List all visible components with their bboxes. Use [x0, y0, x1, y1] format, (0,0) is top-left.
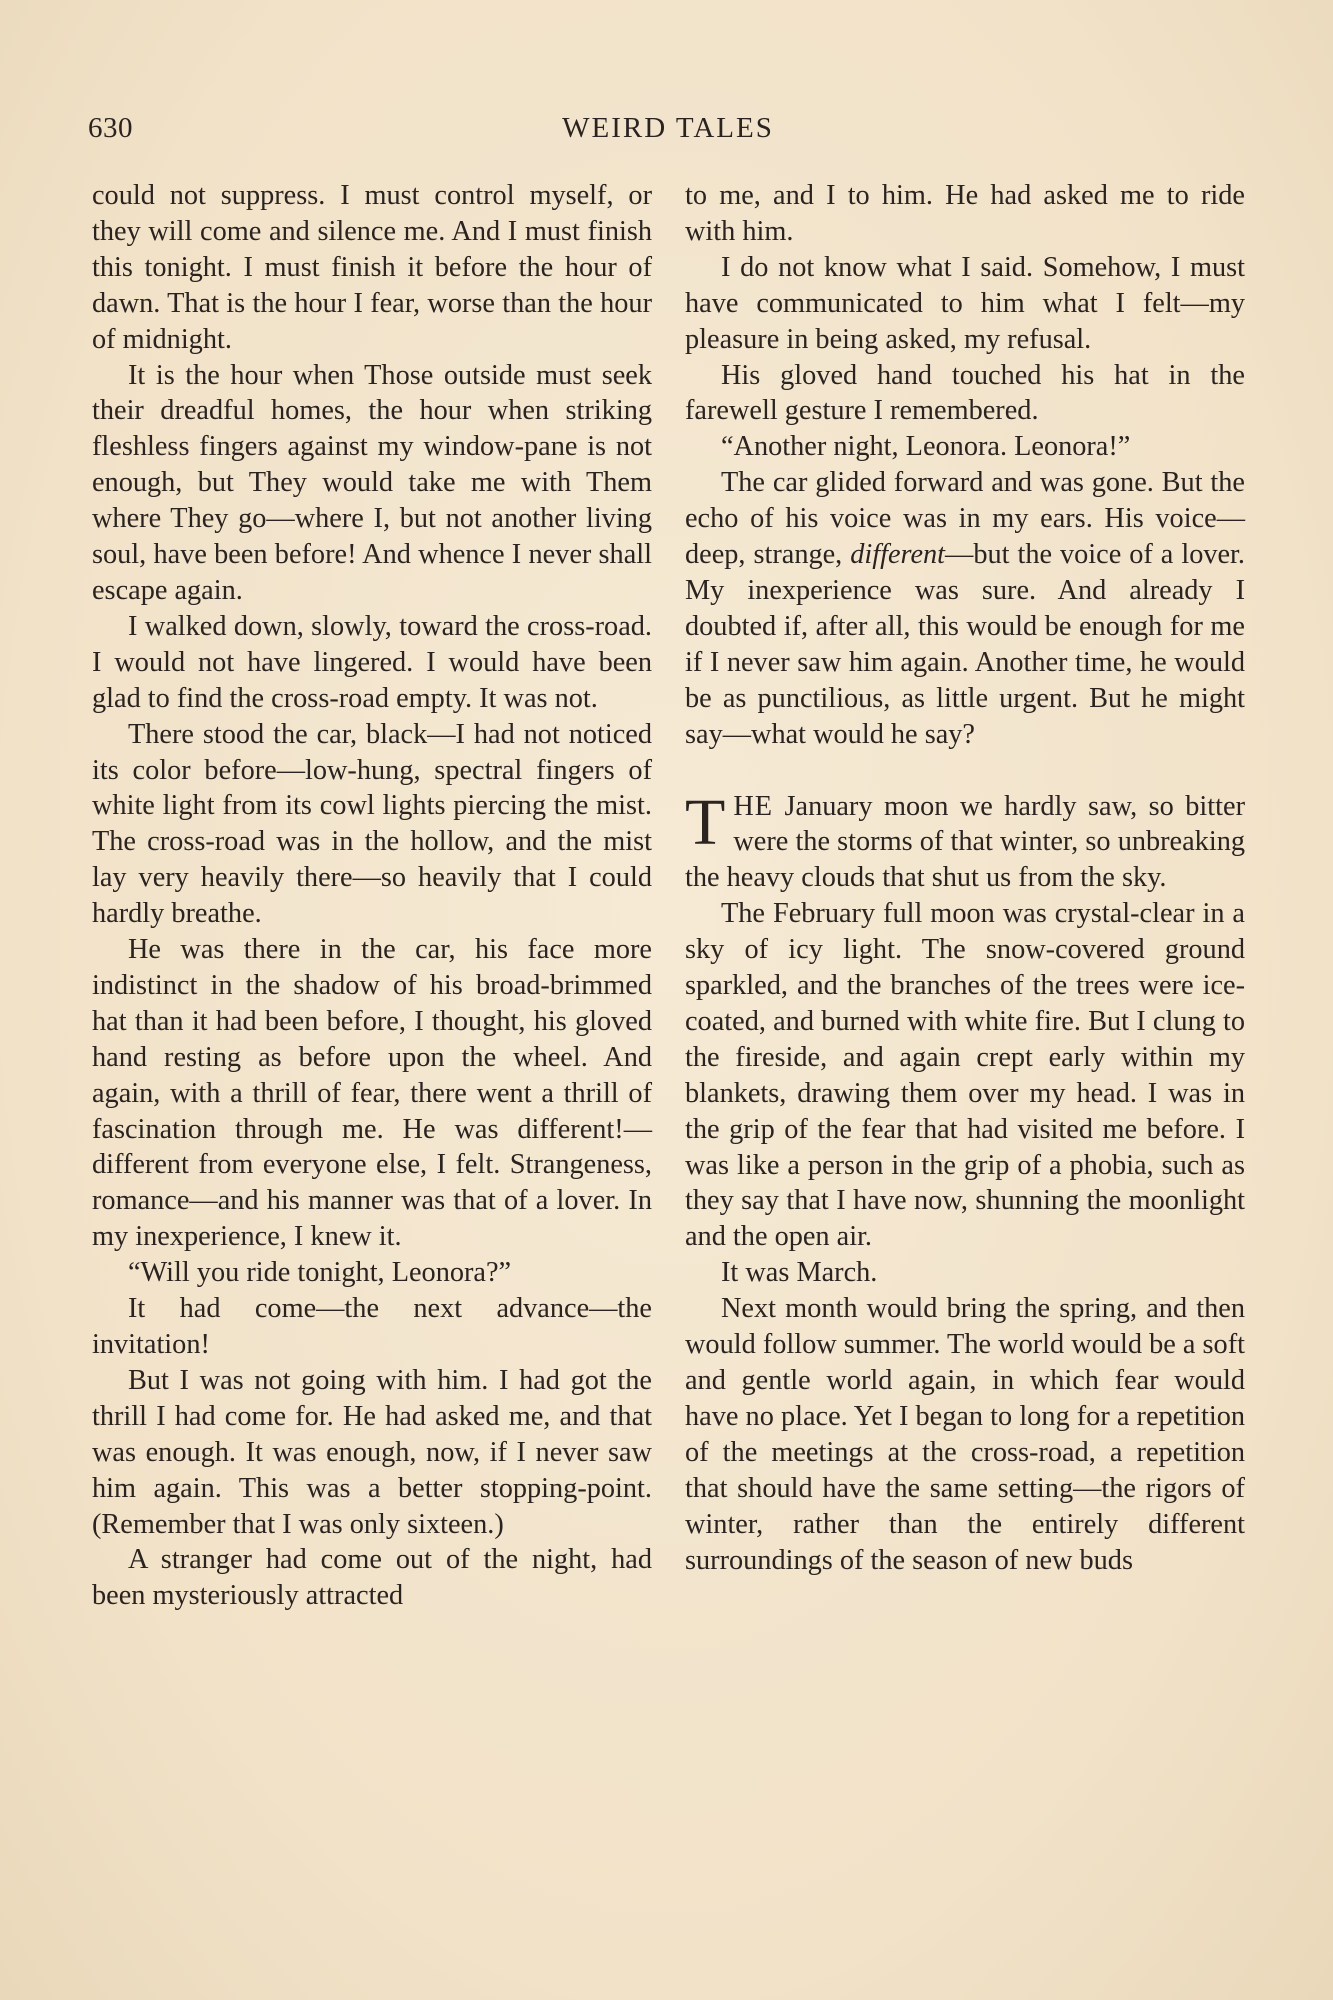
paragraph-car-glided — [685, 465, 1245, 752]
page-header — [88, 112, 1248, 152]
page-number: 630 — [88, 112, 133, 144]
section-break — [685, 753, 1245, 789]
paragraph: I walked down, slowly, toward the cross-road. I would not have lingered. I would have been glad to find the cross-road empty. It was not. — [92, 610, 652, 714]
paragraph: A stranger had come out of the night, had been mysteriously attracted — [92, 1544, 652, 1612]
paragraph: It had come—the next advance—the invitation! — [92, 1293, 652, 1360]
paragraph: It was March. — [721, 1257, 878, 1289]
paragraph: He was there in the car, his face more indistinct in the shadow of his broad-brimmed hat than it had been before, I thought, his gloved hand resting as before upon the wheel. And again, with a thrill of fear, there went a thrill of fascination through me. He was different!—different from everyone else, I felt. Strangeness, romance—and his manner was that of a lover. In my inexperience, I knew it. — [92, 934, 652, 1253]
running-head: WEIRD TALES — [562, 112, 774, 144]
paragraph: His gloved hand touched his hat in the farewell gesture I remembered. — [685, 359, 1245, 427]
paragraph: could not suppress. I must control myself, or they will come and silence me. And I must finish this tonight. I must finish it before the hour of dawn. That is the hour I fear, worse than the hour of midnight. — [92, 180, 652, 355]
right-column — [685, 178, 1245, 1578]
paragraph: Next month would bring the spring, and then would follow summer. The world would be a soft and gentle world again, in which fear would have no place. Yet I began to long for a repetition of the meetings at the cross-road, a repetition that should have the same setting—the rigors of winter, rather than the entirely different surroundings of the season of new buds — [685, 1293, 1245, 1576]
text-run: —but the voice of a lover. My inexperience was sure. And already I doubted if, after all, this would be enough for me if I never saw him again. Another time, he would be as punctilious, as little urgent. But he might say—what would he say? — [685, 539, 1245, 750]
left-column — [92, 178, 652, 1614]
paragraph: I do not know what I said. Somehow, I must have communicated to him what I felt—my pleasure in being asked, my refusal. — [685, 251, 1245, 355]
paragraph: It is the hour when Those outside must seek their dreadful homes, the hour when striking fleshless fingers against my window-pane is not enough, but They would take me with Them where They go—where I, but not another living soul, have been before! And whence I never shall escape again. — [92, 359, 652, 606]
text-run: The car glided forward and was gone. But the echo of his voice was in my ears. His voice—deep, strange, — [685, 467, 1245, 571]
paragraph: But I was not going with him. I had got the thrill I had come for. He had asked me, and that was enough. It was enough, now, if I never saw him again. This was a better stopping-point. (Remember that I was only sixteen.) — [92, 1364, 652, 1540]
paragraph: to me, and I to him. He had asked me to ride with him. — [685, 180, 1245, 247]
text-run: January moon we hardly saw, so bitter were the storms of that winter, so unbreaking the heavy clouds that shut us from the sky. — [685, 790, 1245, 894]
small-caps-word: HE — [733, 790, 774, 822]
dialogue-line: “Another night, Leonora. Leonora!” — [721, 431, 1131, 463]
drop-cap: T — [685, 785, 726, 859]
dialogue-line: “Will you ride tonight, Leonora?” — [128, 1257, 512, 1289]
paragraph: The February full moon was crystal-clear in a sky of icy light. The snow-covered ground sparkled, and the branches of the trees were ice-coated, and burned with white fire. But I clung to the fireside, and again crept early within my blankets, drawing them over my head. I was in the grip of the fear that had visited me before. I was like a person in the grip of a phobia, such as they say that I have now, shunning the moonlight and the open air. — [685, 898, 1245, 1253]
italic-word: different — [850, 539, 946, 571]
dropcap-paragraph — [685, 785, 1245, 897]
paragraph: There stood the car, black—I had not noticed its color before—low-hung, spectral fingers of white light from its cowl lights piercing the mist. The cross-road was in the hollow, and the mist lay very heavily there—so heavily that I could hardly breathe. — [92, 718, 652, 930]
